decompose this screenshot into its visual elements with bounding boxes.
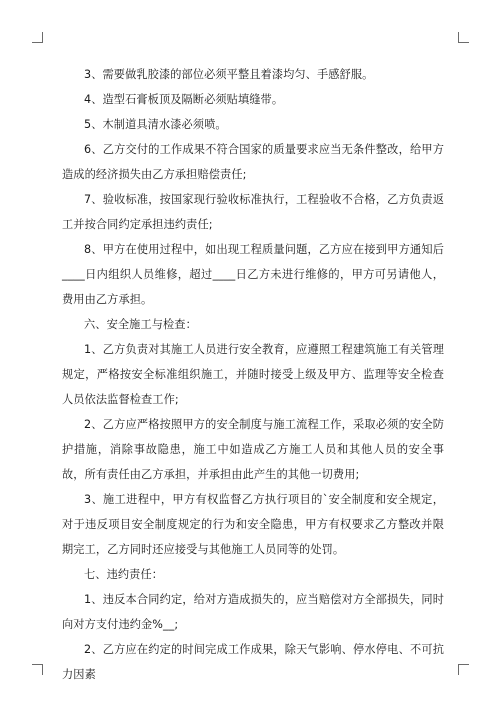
paragraph-4: 6、乙方交付的工作成果不符合国家的质量要求应当无条件整改，给甲方造成的经济损失由乙方承担赔偿责任; [62,143,444,181]
paragraph-10: 1、违反本合同约定，给对方造成损失的，应当赔偿对方全部损失，同时向对方支付违约金%__; [62,593,444,631]
section-heading-liability: 七、违约责任： [84,568,164,581]
page-corner-mark-top-left [32,32,43,43]
paragraph-2: 4、造型石膏板顶及隔断必须贴填缝带。 [84,93,284,106]
paragraph-8: 2、乙方应严格按照甲方的安全制度与施工流程工作，采取必须的安全防护措施，消除事故隐患，施工中如造成乙方施工人员和其他人员的安全事故，所有责任由乙方承担，并承担由此产生的其他一切费用; [62,418,444,481]
page-corner-mark-top-right [458,32,469,43]
page-corner-mark-bottom-right [458,664,469,675]
paragraph-7: 1、乙方负责对其施工人员进行安全教育，应遵照工程建筑施工有关管理规定，严格按安全标准组织施工，并随时接受上级及甲方、监理等安全检查人员依法监督检查工作; [62,343,444,406]
paragraph-1: 3、需要做乳胶漆的部位必须平整且着漆均匀、手感舒服。 [84,68,374,81]
paragraph-6: 8、甲方在使用过程中，如出现工程质量问题，乙方应在接到甲方通知后____日内组织人员维修，超过____日乙方未进行维修的，甲方可另请他人，费用由乙方承担。 [62,243,444,306]
document-body [62,62,444,687]
paragraph-5: 7、验收标准，按国家现行验收标准执行，工程验收不合格，乙方负责返工并按合同约定承担违约责任; [62,193,444,231]
paragraph-9: 3、施工进程中，甲方有权监督乙方执行项目的`安全制度和安全规定，对于违反项目安全制度规定的行为和安全隐患，甲方有权要求乙方整改并限期完工，乙方同时还应接受与其他施工人员同等的处罚。 [62,493,444,556]
section-heading-safety: 六、安全施工与检查： [84,318,197,331]
paragraph-11: 2、乙方应在约定的时间完成工作成果，除天气影响、停水停电、不可抗力因素 [62,643,444,681]
page-corner-mark-bottom-left [32,664,43,675]
paragraph-3: 5、木制道具清水漆必须喷。 [84,118,227,131]
